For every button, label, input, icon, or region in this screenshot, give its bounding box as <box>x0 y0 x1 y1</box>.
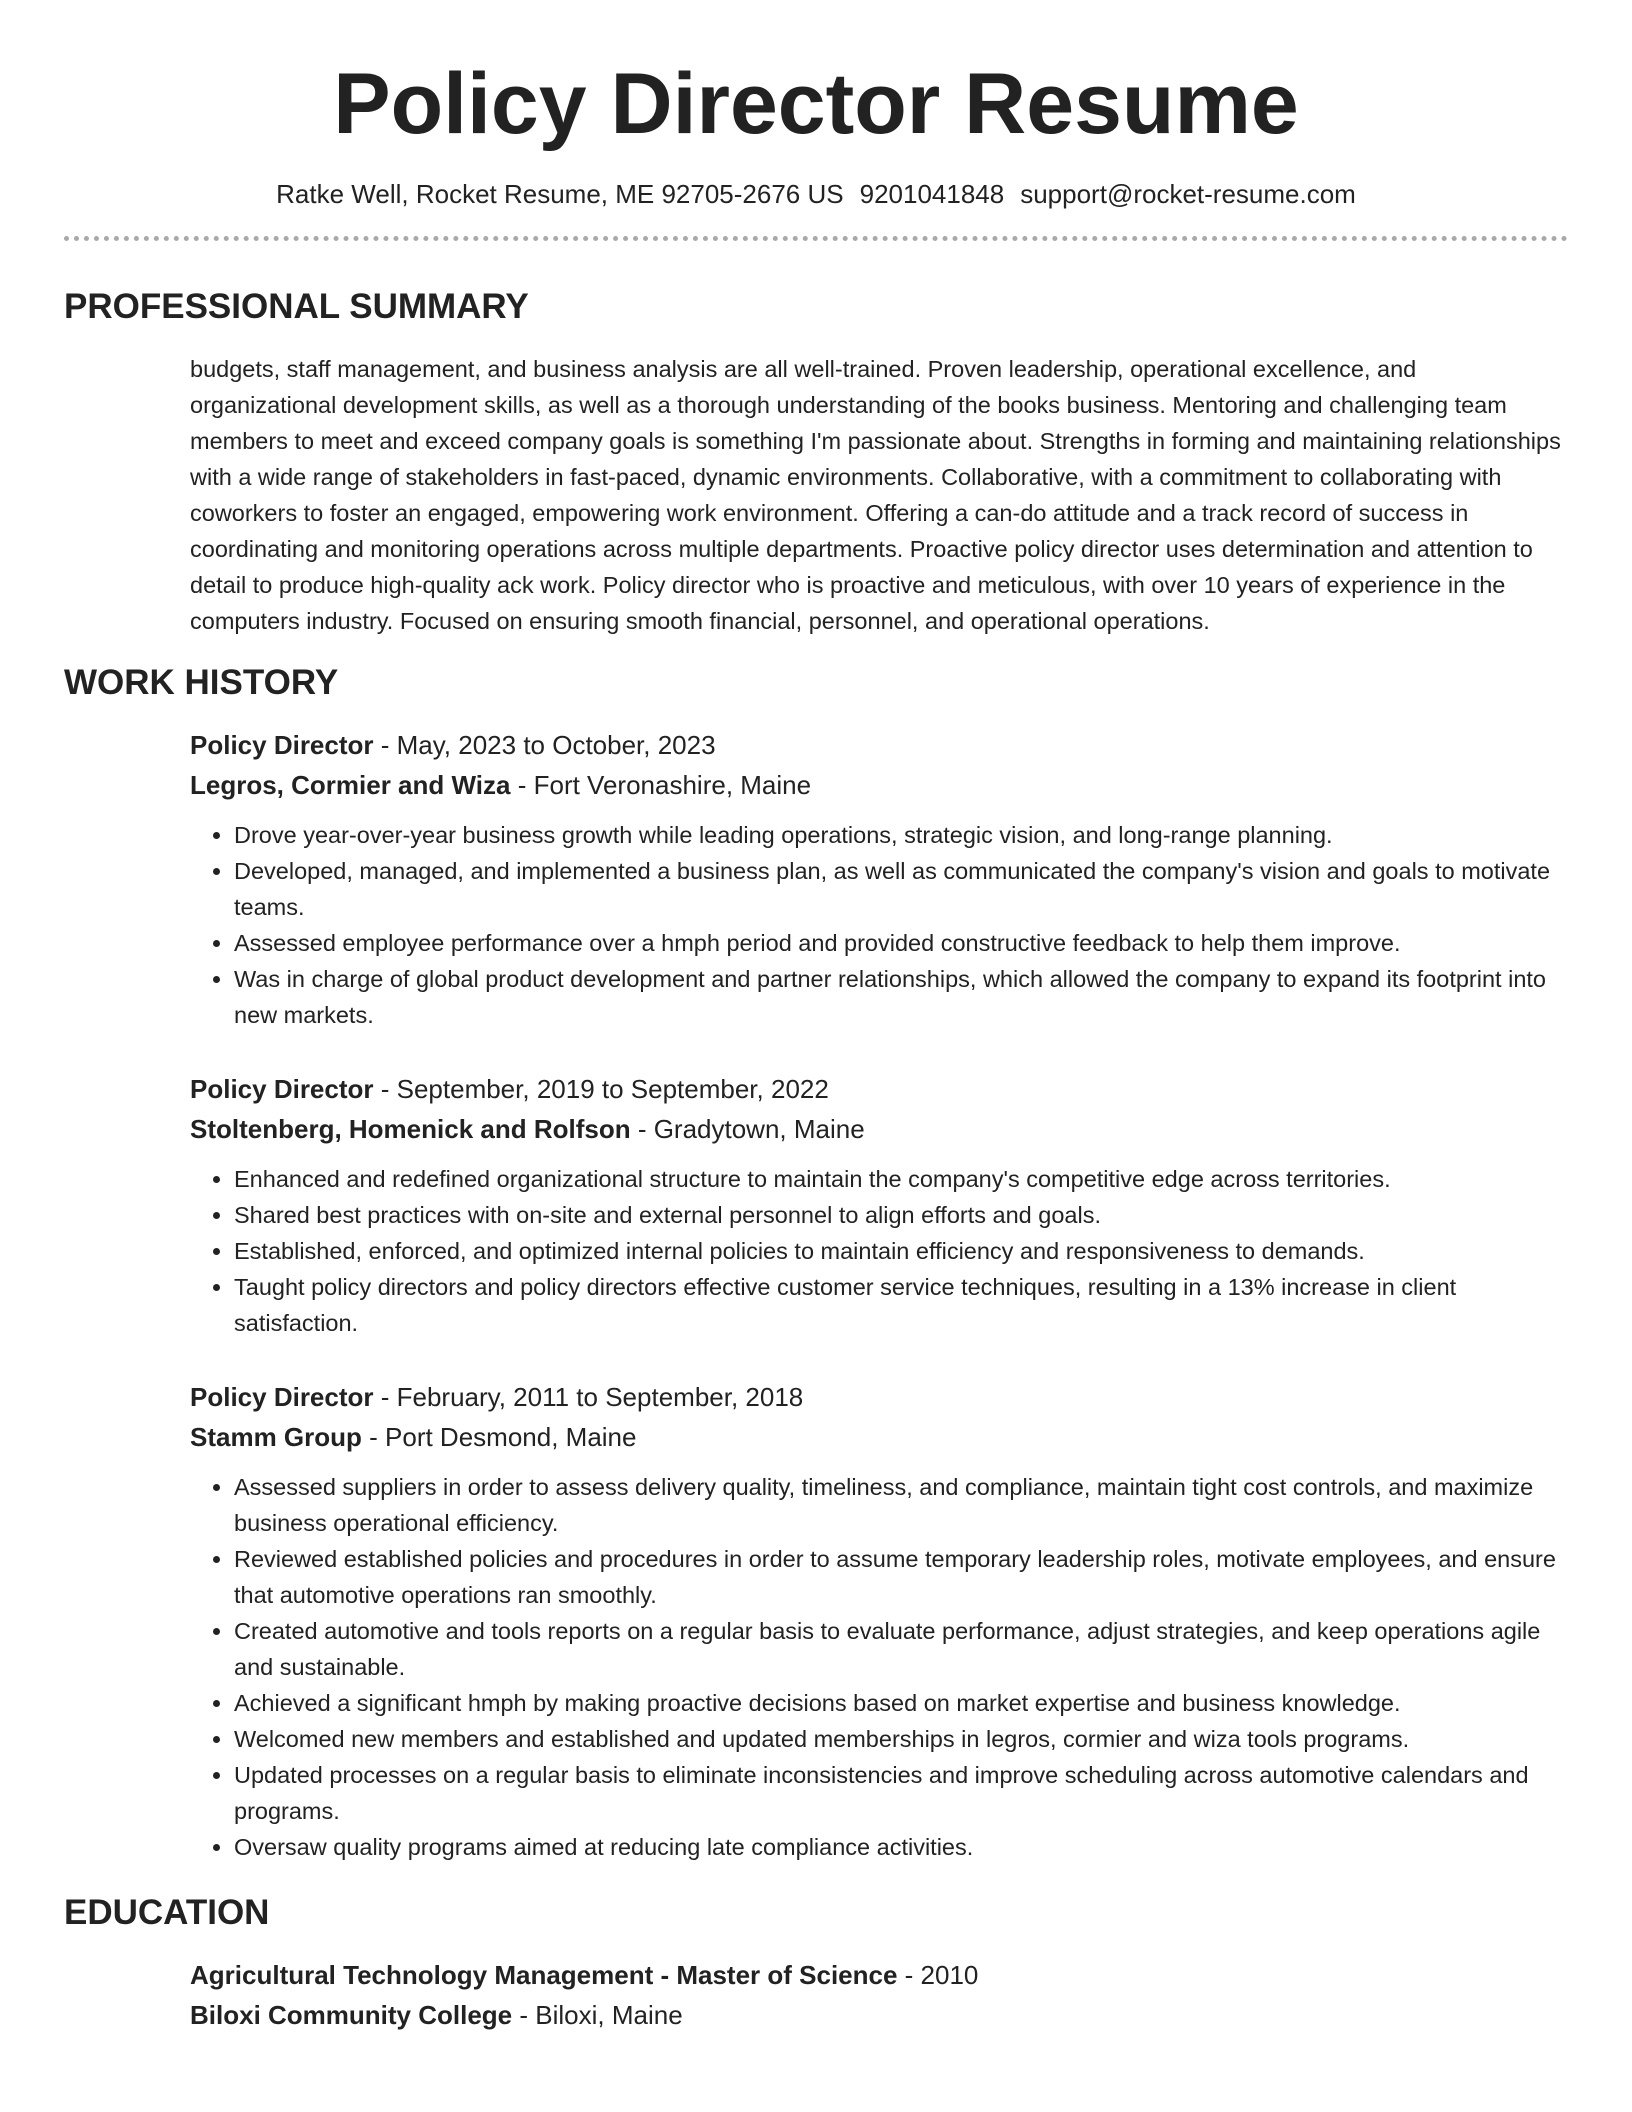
education-location: - Biloxi, Maine <box>512 2000 683 2030</box>
education-degree: Agricultural Technology Management - Master of Science <box>190 1960 898 1990</box>
contact-email: support@rocket-resume.com <box>1020 179 1356 209</box>
job-entry <box>190 725 1566 1033</box>
contact-address: Ratke Well, Rocket Resume, ME 92705-2676 US <box>276 179 844 209</box>
job-bullet: • Was in charge of global product development and partner relationships, which allowed the company to expand its footprint into new markets. <box>234 961 1566 1033</box>
job-title-line <box>190 1377 1566 1417</box>
job-title: Policy Director <box>190 730 374 760</box>
job-bullet: • Enhanced and redefined organizational structure to maintain the company's competitive edge across territories. <box>234 1161 1566 1197</box>
job-title-line <box>190 725 1566 765</box>
job-entry <box>190 1377 1566 1865</box>
job-bullets <box>190 1161 1566 1341</box>
job-bullet: • Shared best practices with on-site and external personnel to align efforts and goals. <box>234 1197 1566 1233</box>
job-bullet: • Drove year-over-year business growth while leading operations, strategic vision, and long-range planning. <box>234 817 1566 853</box>
job-dates: - May, 2023 to October, 2023 <box>373 730 716 760</box>
job-company-line <box>190 765 1566 805</box>
job-bullet: • Achieved a significant hmph by making proactive decisions based on market expertise and business knowledge. <box>234 1685 1566 1721</box>
contact-line <box>64 178 1568 210</box>
job-bullets <box>190 1469 1566 1865</box>
job-bullet: • Oversaw quality programs aimed at reducing late compliance activities. <box>234 1829 1566 1865</box>
job-location: - Port Desmond, Maine <box>361 1422 637 1452</box>
resume-title: Policy Director Resume <box>333 56 1299 152</box>
job-company: Legros, Cormier and Wiza <box>190 770 511 800</box>
job-bullet: • Established, enforced, and optimized internal policies to maintain efficiency and responsiveness to demands. <box>234 1233 1566 1269</box>
education-school: Biloxi Community College <box>190 2000 513 2030</box>
job-title: Policy Director <box>190 1074 374 1104</box>
job-location: - Gradytown, Maine <box>630 1114 865 1144</box>
job-entry <box>190 1069 1566 1341</box>
job-bullet: • Assessed employee performance over a hmph period and provided constructive feedback to help them improve. <box>234 925 1566 961</box>
job-bullets <box>190 817 1566 1033</box>
work-history-list <box>64 725 1568 1865</box>
job-dates: - September, 2019 to September, 2022 <box>373 1074 829 1104</box>
summary-text: budgets, staff management, and business analysis are all well-trained. Proven leadership, operational excellence, and organizational development skills, as well as a thorough understanding of the books business. Mentoring and challenging team members to meet and exceed company goals is something I'm passionate about. Strengths in forming and maintaining relationships with a wide range of stakeholders in fast-paced, dynamic environments. Collaborative, with a commitment to collaborating with coworkers to foster an engaged, empowering work environment. Offering a can-do attitude and a track record of success in coordinating and monitoring operations across multiple departments. Proactive policy director uses determination and attention to detail to produce high-quality ack work. Policy director who is proactive and meticulous, with over 10 years of experience in the computers industry. Focused on ensuring smooth financial, personnel, and operational operations. <box>190 356 1561 634</box>
header-divider <box>64 236 1568 241</box>
education-degree-line <box>190 1955 1566 1995</box>
education-heading: EDUCATION <box>64 1893 270 1932</box>
job-company-line <box>190 1417 1566 1457</box>
work-history-heading: WORK HISTORY <box>64 663 339 702</box>
education-year: - 2010 <box>897 1960 979 1990</box>
job-bullet: • Developed, managed, and implemented a business plan, as well as communicated the company's vision and goals to motivate teams. <box>234 853 1566 925</box>
education-school-line <box>190 1995 1566 2035</box>
job-bullet: • Created automotive and tools reports on a regular basis to evaluate performance, adjust strategies, and keep operations agile and sustainable. <box>234 1613 1566 1685</box>
job-bullet: • Taught policy directors and policy directors effective customer service techniques, resulting in a 13% increase in client satisfaction. <box>234 1269 1566 1341</box>
job-title-line <box>190 1069 1566 1109</box>
job-company: Stoltenberg, Homenick and Rolfson <box>190 1114 631 1144</box>
job-bullet: • Updated processes on a regular basis to eliminate inconsistencies and improve scheduling across automotive calendars and programs. <box>234 1757 1566 1829</box>
education-entry <box>64 1955 1568 2035</box>
job-company-line <box>190 1109 1566 1149</box>
job-title: Policy Director <box>190 1382 374 1412</box>
contact-phone: 9201041848 <box>859 179 1005 209</box>
job-bullet: • Welcomed new members and established and updated memberships in legros, cormier and wiza tools programs. <box>234 1721 1566 1757</box>
job-dates: - February, 2011 to September, 2018 <box>373 1382 804 1412</box>
job-bullet: • Reviewed established policies and procedures in order to assume temporary leadership roles, motivate employees, and ensure that automotive operations ran smoothly. <box>234 1541 1566 1613</box>
job-location: - Fort Veronashire, Maine <box>510 770 812 800</box>
job-bullet: • Assessed suppliers in order to assess delivery quality, timeliness, and compliance, maintain tight cost controls, and maximize business operational efficiency. <box>234 1469 1566 1541</box>
summary-heading: PROFESSIONAL SUMMARY <box>64 287 529 326</box>
job-company: Stamm Group <box>190 1422 362 1452</box>
